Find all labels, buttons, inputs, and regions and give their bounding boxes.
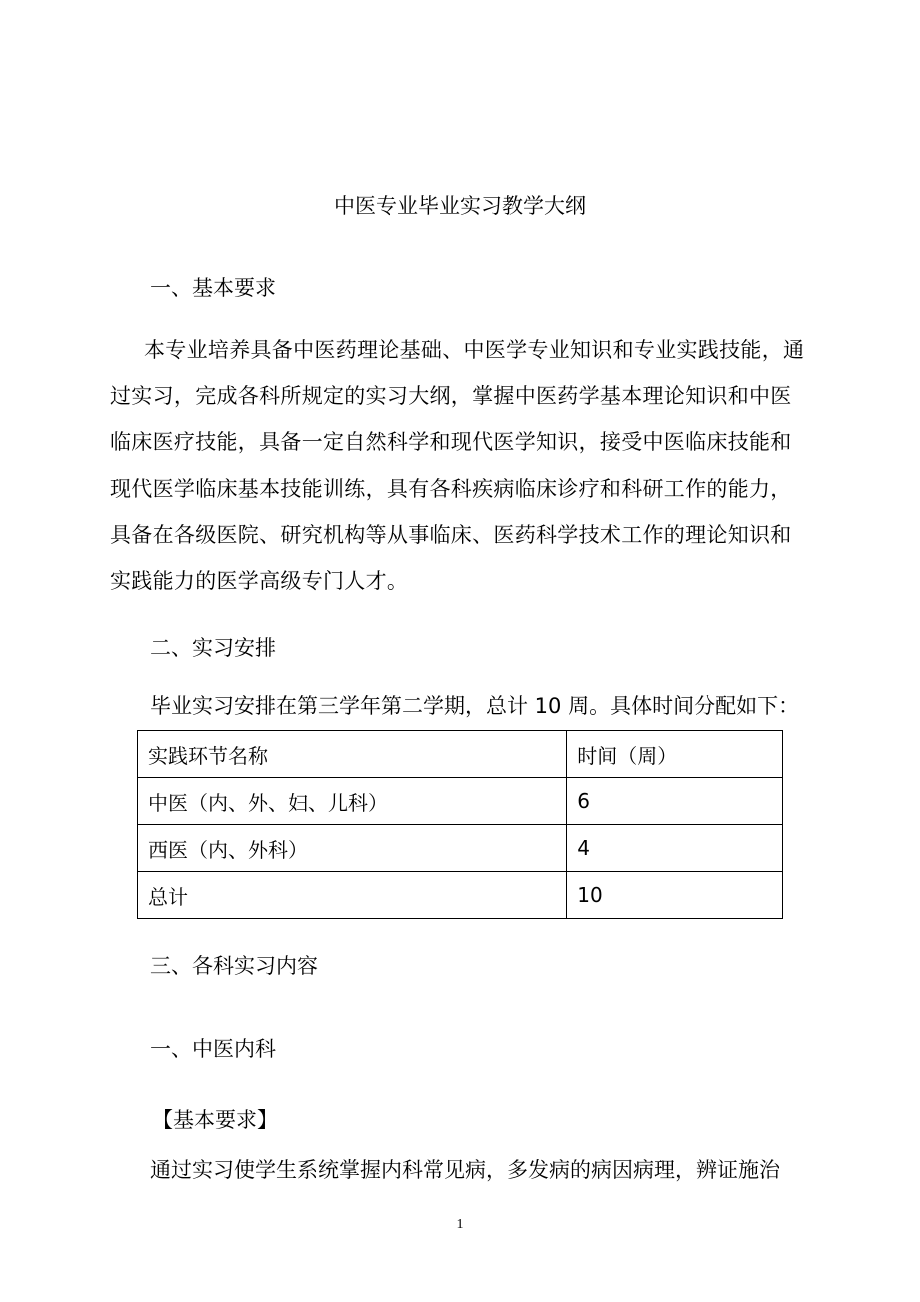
document-title: 中医专业毕业实习教学大纲 [334, 194, 586, 218]
tcm-internal-medicine-body: 通过实习使学生系统掌握内科常见病，多发病的病因病理，辨证施治 [150, 1158, 780, 1182]
internship-arrangement-intro: 毕业实习安排在第三学年第二学期，总计 10 周。具体时间分配如下： [150, 694, 800, 718]
table-header-cell: 时间（周） [567, 731, 783, 778]
section-heading-department-content: 三、各科实习内容 [150, 954, 318, 978]
page-number: 1 [456, 1217, 464, 1232]
sub-heading-tcm-internal-medicine: 一、中医内科 [150, 1037, 276, 1061]
table-header-row [138, 731, 783, 778]
section-heading-internship-arrangement: 二、实习安排 [150, 636, 276, 660]
table-header-cell: 实践环节名称 [138, 731, 567, 778]
table-row [138, 872, 783, 919]
internship-schedule-table [137, 730, 783, 919]
table-cell: 西医（内、外科） [138, 825, 567, 872]
table-cell: 6 [567, 778, 783, 825]
table-cell: 10 [567, 872, 783, 919]
bracket-heading-basic-requirements: 【基本要求】 [152, 1108, 278, 1132]
section-heading-basic-requirements: 一、基本要求 [150, 276, 276, 300]
table-cell: 4 [567, 825, 783, 872]
table-cell: 中医（内、外、妇、儿科） [138, 778, 567, 825]
table-cell: 总计 [138, 872, 567, 919]
table-row [138, 778, 783, 825]
table-row [138, 825, 783, 872]
section-body-basic-requirements: 本专业培养具备中医药理论基础、中医学专业知识和专业实践技能，通过实习，完成各科所规定的实习大纲，掌握中医药学基本理论知识和中医临床医疗技能，具备一定自然科学和现代医学知识，接受中医临床技能和现代医学临床基本技能训练，具有各科疾病临床诊疗和科研工作的能力，具备在各级医院、研究机构等从事临床、医药科学技术工作的理论知识和实践能力的医学高级专门人才。 [110, 338, 805, 594]
